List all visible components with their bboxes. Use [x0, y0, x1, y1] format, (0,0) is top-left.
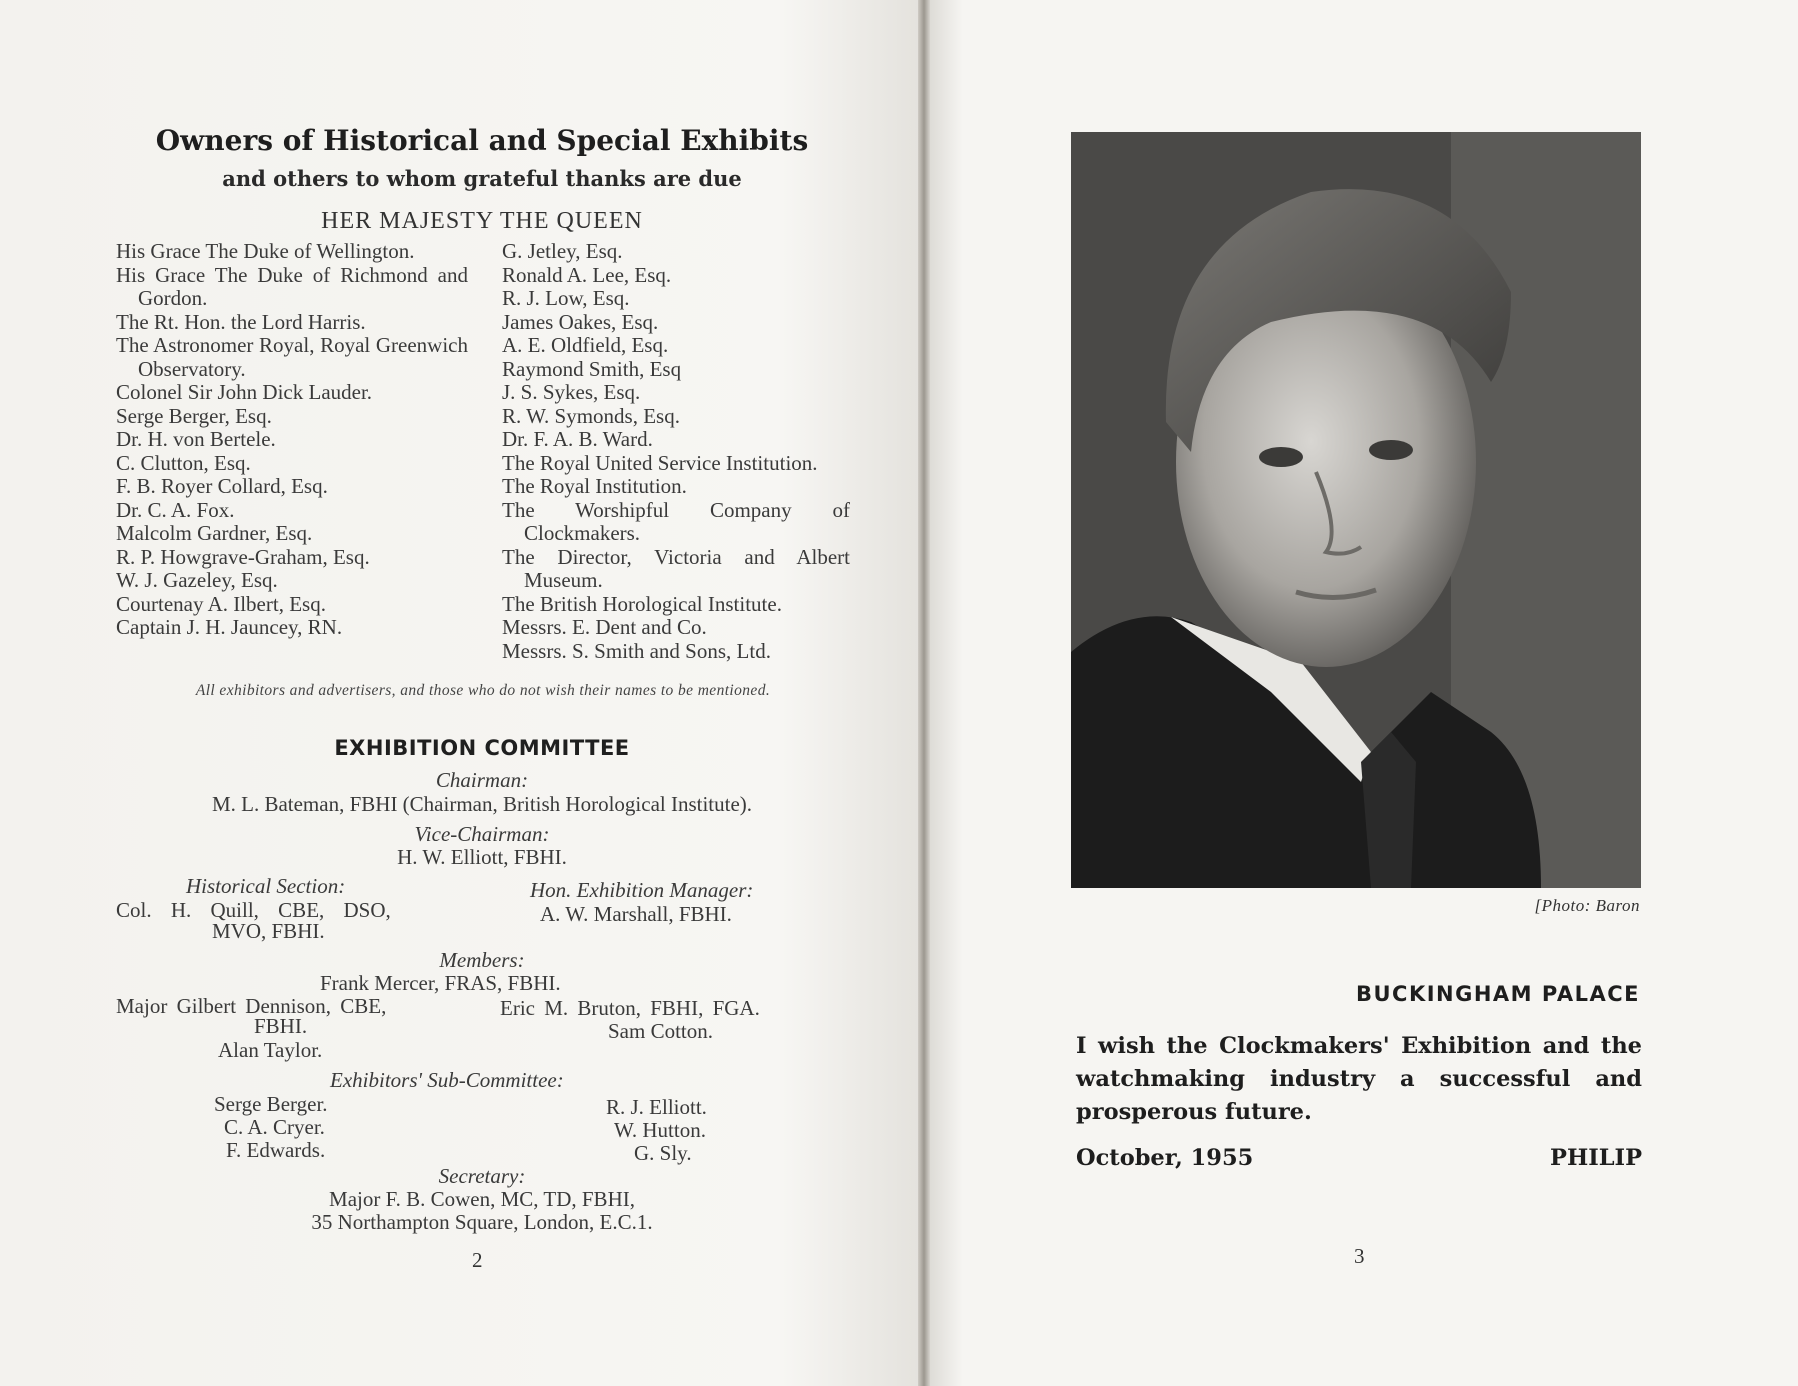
- page-title: Owners of Historical and Special Exhibits: [155, 124, 809, 157]
- message-text: I wish the Clockmakers' Exhibition and the watchmaking industry a successful and prosperous future.: [1076, 1033, 1642, 1125]
- list-item: Ronald A. Lee, Esq.: [502, 262, 672, 287]
- list-item: Captain J. H. Jauncey, RN.: [116, 615, 343, 639]
- sub-committee-member: R. J. Elliott.: [606, 1095, 707, 1119]
- sub-committee-member: Serge Berger.: [214, 1092, 328, 1116]
- list-item: A. E. Oldfield, Esq.: [502, 333, 669, 357]
- sub-committee-member: C. A. Cryer.: [224, 1115, 325, 1139]
- list-item: The Director, Victoria and Albert Museum.: [502, 544, 850, 592]
- list-item: The Royal Institution.: [502, 474, 687, 498]
- members-label: Members:: [439, 948, 525, 972]
- page-subtitle: and others to whom grateful thanks are due: [222, 166, 742, 191]
- sub-committee-member: W. Hutton.: [614, 1118, 706, 1142]
- list-item: Serge Berger, Esq.: [116, 403, 272, 428]
- list-item: The Astronomer Royal, Royal Greenwich Observatory.: [116, 333, 468, 381]
- page-number-right: 3: [1354, 1244, 1365, 1268]
- chairman-name: M. L. Bateman, FBHI (Chairman, British Horological Institute).: [211, 792, 753, 816]
- sub-committee-member: G. Sly.: [634, 1141, 692, 1165]
- secretary-address: 35 Northampton Square, London, E.C.1.: [311, 1210, 653, 1234]
- exhibitors-right-column: [502, 240, 850, 663]
- list-item: His Grace The Duke of Wellington.: [116, 239, 415, 263]
- queen-line: HER MAJESTY THE QUEEN: [321, 208, 643, 234]
- exhibition-manager-name: A. W. Marshall, FBHI.: [540, 902, 732, 926]
- exhibitors-left-column: [116, 240, 468, 640]
- member-name: Sam Cotton.: [608, 1019, 714, 1043]
- list-item: Malcolm Gardner, Esq.: [116, 521, 313, 545]
- historical-section-name: Col. H. Quill, CBE, DSO,: [116, 898, 391, 922]
- list-item: C. Clutton, Esq.: [116, 450, 251, 475]
- list-item: The Worshipful Company of Clockmakers.: [502, 497, 850, 545]
- sub-committee-label: Exhibitors' Sub-Committee:: [330, 1068, 564, 1092]
- list-item: Colonel Sir John Dick Lauder.: [116, 380, 373, 404]
- list-item: Dr. F. A. B. Ward.: [502, 427, 653, 451]
- signature: PHILIP: [1550, 1145, 1642, 1171]
- list-item: J. S. Sykes, Esq.: [502, 380, 641, 404]
- list-item: Messrs. S. Smith and Sons, Ltd.: [502, 638, 771, 663]
- portrait-photo: [1071, 132, 1641, 888]
- exhibitors-note: All exhibitors and advertisers, and those who do not wish their names to be mentioned.: [195, 682, 771, 699]
- list-item: James Oakes, Esq.: [502, 309, 659, 334]
- vice-chairman-name: H. W. Elliott, FBHI.: [397, 845, 567, 869]
- secretary-label: Secretary:: [438, 1164, 526, 1188]
- member-name: Frank Mercer, FRAS, FBHI.: [320, 971, 561, 995]
- message-date: October, 1955: [1076, 1145, 1254, 1171]
- vice-chairman-label: Vice-Chairman:: [414, 822, 550, 846]
- member-name: Alan Taylor.: [218, 1038, 323, 1062]
- palace-heading: BUCKINGHAM PALACE: [1355, 982, 1640, 1006]
- chairman-label: Chairman:: [435, 768, 529, 792]
- secretary-name: Major F. B. Cowen, MC, TD, FBHI,: [329, 1187, 635, 1211]
- committee-title: EXHIBITION COMMITTEE: [334, 736, 630, 760]
- historical-section-name-cont: MVO, FBHI.: [212, 919, 325, 943]
- list-item: W. J. Gazeley, Esq.: [116, 568, 278, 592]
- exhibition-manager-label: Hon. Exhibition Manager:: [530, 878, 754, 902]
- member-name: Major Gilbert Dennison, CBE,: [116, 994, 387, 1018]
- list-item: R. P. Howgrave-Graham, Esq.: [116, 544, 370, 569]
- list-item: R. J. Low, Esq.: [502, 286, 630, 310]
- page-number-left: 2: [472, 1248, 483, 1272]
- list-item: The British Horological Institute.: [502, 591, 782, 616]
- photo-credit: [Photo: Baron: [1534, 896, 1640, 915]
- sub-committee-member: F. Edwards.: [226, 1138, 326, 1162]
- list-item: The Royal United Service Institution.: [502, 450, 818, 475]
- list-item: The Rt. Hon. the Lord Harris.: [116, 309, 366, 334]
- list-item: Messrs. E. Dent and Co.: [502, 615, 707, 639]
- list-item: Raymond Smith, Esq: [502, 356, 682, 381]
- member-name-cont: FBHI.: [254, 1014, 308, 1038]
- list-item: Dr. C. A. Fox.: [116, 497, 235, 522]
- list-item: G. Jetley, Esq.: [502, 239, 623, 263]
- list-item: His Grace The Duke of Richmond and Gordon.: [116, 262, 468, 310]
- list-item: F. B. Royer Collard, Esq.: [116, 474, 328, 498]
- list-item: Courtenay A. Ilbert, Esq.: [116, 591, 326, 616]
- portrait-illustration: [1071, 132, 1641, 888]
- list-item: R. W. Symonds, Esq.: [502, 403, 680, 428]
- list-item: Dr. H. von Bertele.: [116, 427, 276, 451]
- member-name: Eric M. Bruton, FBHI, FGA.: [500, 996, 760, 1020]
- historical-section-label: Historical Section:: [186, 874, 346, 898]
